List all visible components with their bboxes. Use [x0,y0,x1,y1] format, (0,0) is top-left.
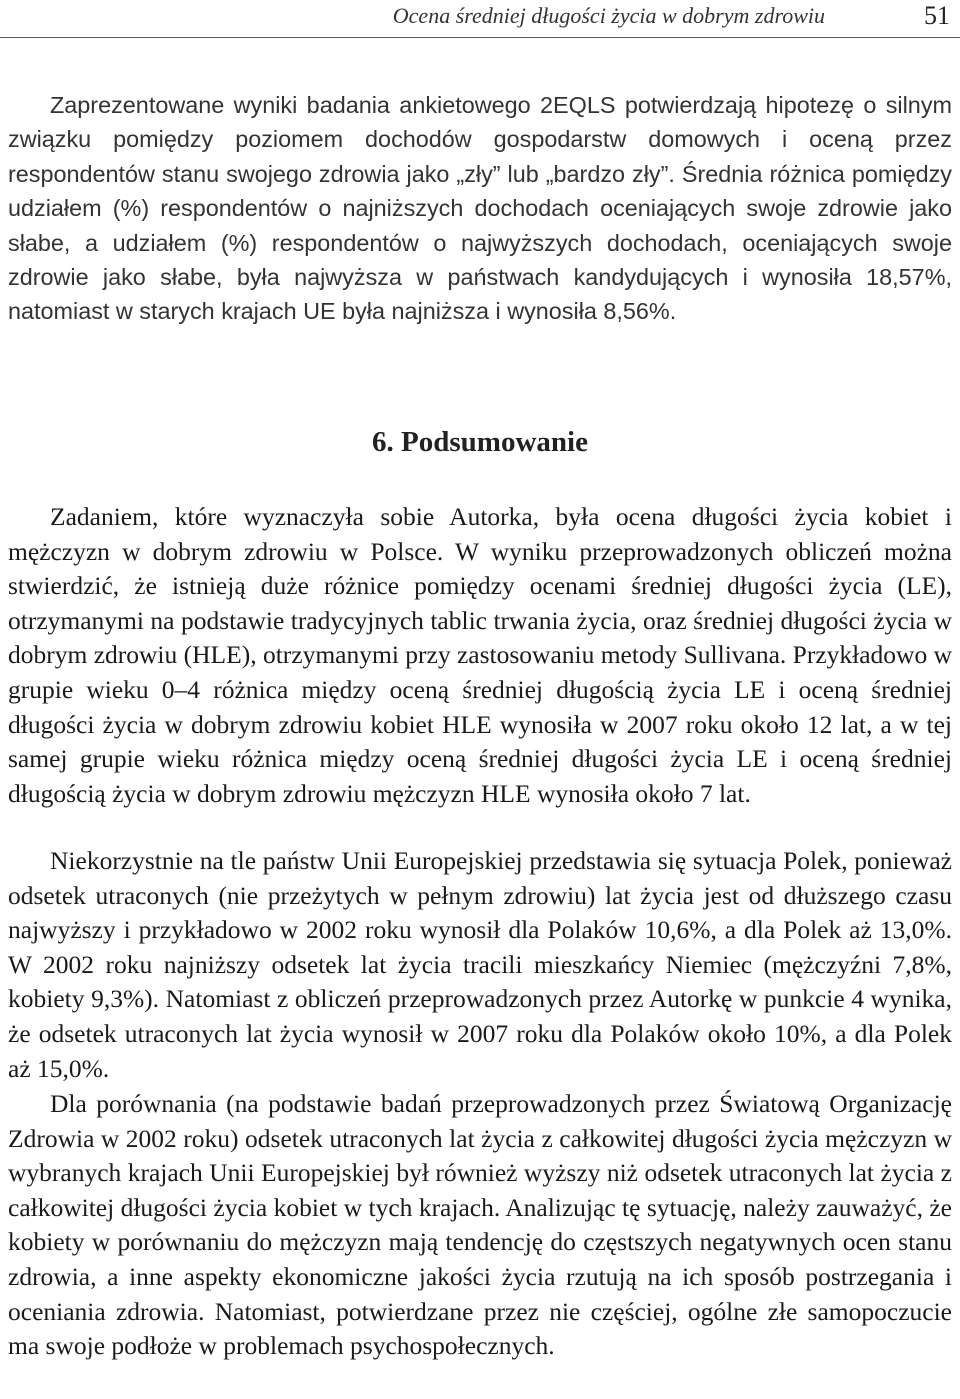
summary-paragraph-1: Zadaniem, które wyznaczyła sobie Autorka, była ocena długości życia kobiet i mężczyzn w dobrym zdrowiu w Polsce. W wyniku przeprowadzonych obliczeń można stwierdzić, że istnieją duże różnice pomiędzy ocenami średniej długości życia (LE), otrzymanymi na podstawie tradycyjnych tablic trwania życia, oraz średniej długości życia w dobrym zdrowiu (HLE), otrzymanymi przy zastosowaniu metody Sullivana. Przykładowo w grupie wieku 0–4 różnica między oceną średniej długością życia LE i oceną średniej długości życia w dobrym zdrowiu kobiet HLE wynosiła w 2007 roku około 12 lat, a w tej samej grupie wieku różnica między oceną średniej długości życia LE i oceną średniej długością życia w dobrym zdrowiu mężczyzn HLE wynosiła około 7 lat. [8,502,953,808]
header-rule [0,37,960,38]
summary-paragraph-2: Niekorzystnie na tle państw Unii Europejskiej przedstawia się sytuacja Polek, ponieważ odsetek utraconych (nie przeżytych w pełnym zdrowiu) lat życia jest od dłuższego czasu najwyższy i przykładowo w 2002 roku wynosił dla Polaków 10,6%, a dla Polek aż 13,0%. W 2002 roku najniższy odsetek lat życia tracili mieszkańcy Niemiec (mężczyźni 7,8%, kobiety 9,3%). Natomiast z obliczeń przeprowadzonych przez Autorkę w punkcie 4 wynika, że odsetek utraconych lat życia wynosił w 2007 roku dla Polaków około 10%, a dla Polek aż 15,0%. [8,846,952,1083]
summary-paragraph-3: Dla porównania (na podstawie badań przeprowadzonych przez Światową Organizację Zdrowia w 2002 roku) odsetek utraconych lat życia z całkowitej długości życia mężczyzn w wybranych krajach Unii Europejskiej był również wyższy niż odsetek utraconych lat życia z całkowitej długości życia kobiet w tych krajach. Analizując tę sytuację, należy zauważyć, że kobiety w porównaniu do mężczyzn mają tendencję do częstszych negatywnych ocen stanu zdrowia, a inne aspekty ekonomiczne jakości życia rzutują na ich sposób postrzegania i oceniania zdrowia. Natomiast, potwierdzane przez nie częściej, ogólne złe samopoczucie ma swoje podłoże w problemach psychospołecznych. [8,1089,952,1361]
intro-paragraph: Zaprezentowane wyniki badania ankietowego 2EQLS potwierdzają hipotezę o silnym związku pomiędzy poziomem dochodów gospodarstw domowych i oceną przez respondentów stanu swojego zdrowia jako „zły” lub „bardzo zły”. Średnia różnica pomiędzy udziałem (%) respondentów o najniższych dochodach oceniających swoje zdrowie jako słabe, a udziałem (%) respondentów o najwyższych dochodach, oceniających swoje zdrowie jako słabe, była najwyższa w państwach kandydujących i wynosiła 18,57%, natomiast w starych krajach UE była najniższa i wynosiła 8,56%. [8,92,952,325]
page-number: 51 [924,1,950,30]
page-header [0,0,960,40]
section-heading: 6. Podsumowanie [372,426,588,458]
running-title: Ocena średniej długości życia w dobrym zdrowiu [392,3,825,28]
